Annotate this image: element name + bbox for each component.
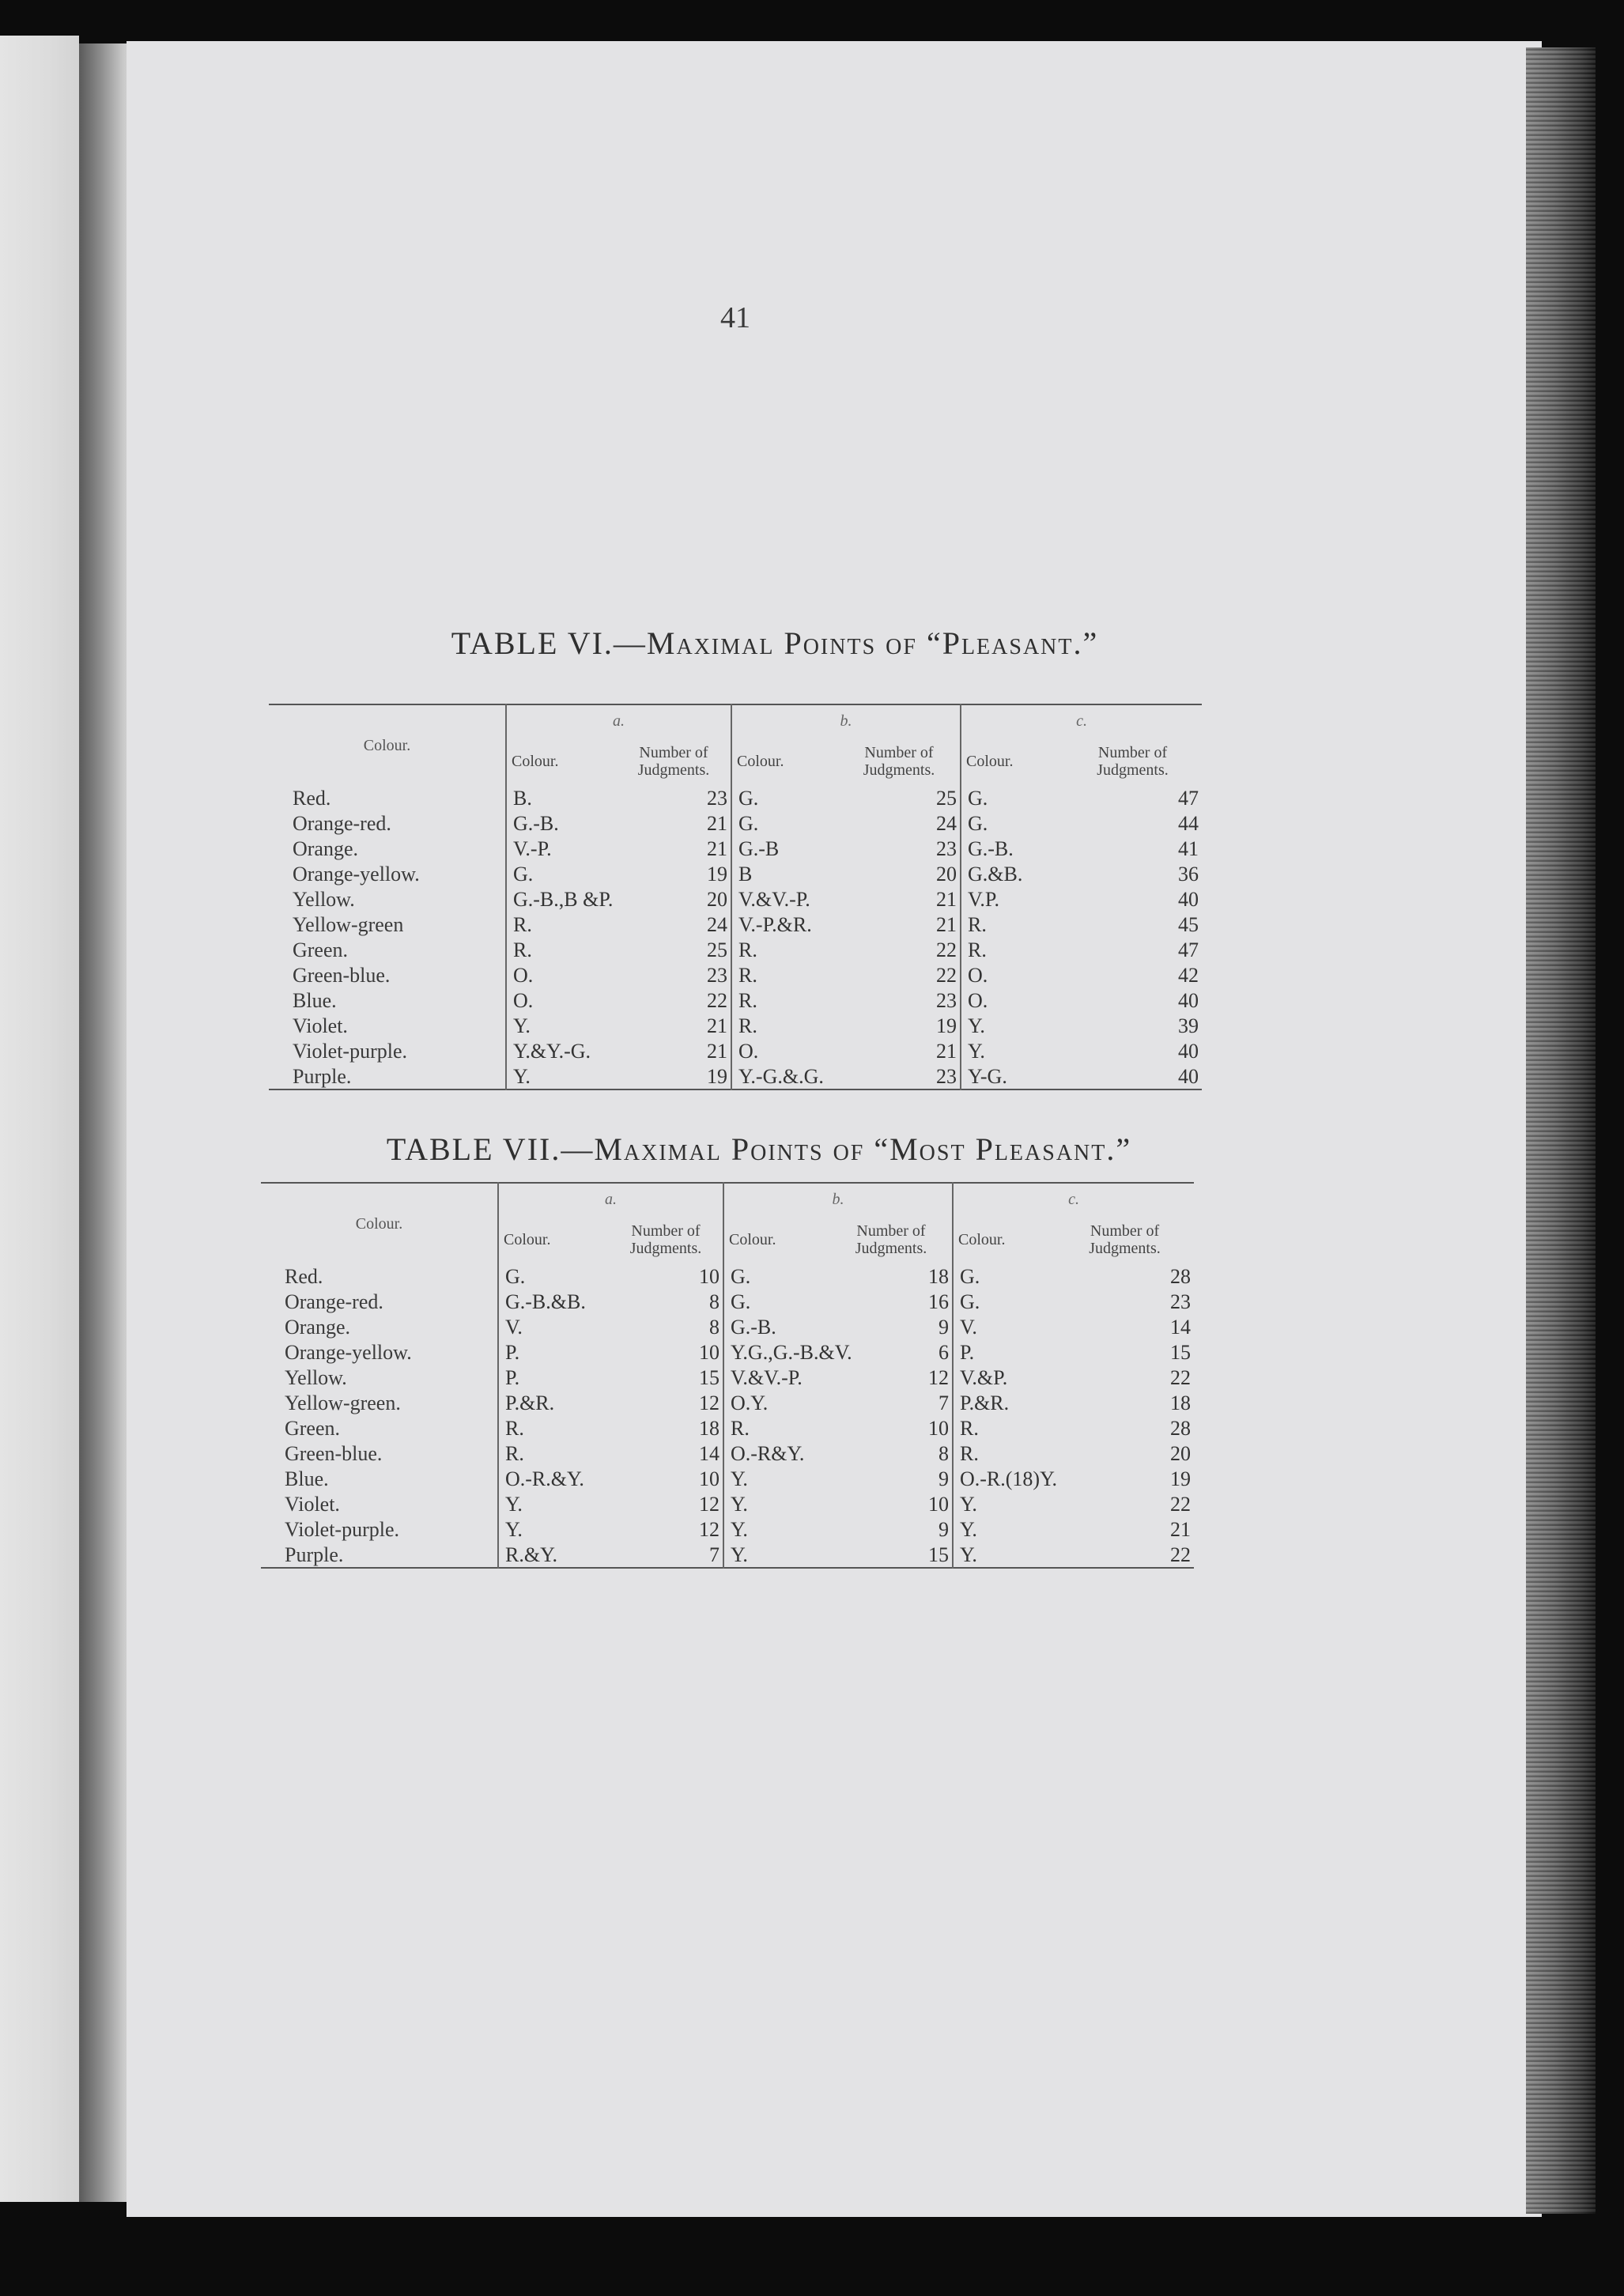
cell-c-number: 15 [1170, 1341, 1192, 1364]
row-colour: Orange-yellow. [293, 863, 420, 886]
number-of-label: Number of [1097, 744, 1168, 761]
cell-c-colour: G. [961, 786, 1063, 811]
row-colour: Orange. [293, 837, 359, 860]
table-row [269, 1014, 1202, 1039]
cell-c-colour: P.&R. [953, 1391, 1056, 1416]
table6-header-colour: Colour. [363, 736, 411, 754]
cell-b-colour: O. [731, 1039, 838, 1064]
cell-a-colour: P. [498, 1340, 609, 1365]
table7-sub-colour-c: Colour. [953, 1215, 1056, 1264]
cell-b-number: 23 [936, 1064, 957, 1088]
cell-a-number: 10 [699, 1467, 719, 1490]
cell-c-number: 41 [1178, 837, 1199, 860]
cell-c-number: 45 [1178, 913, 1199, 936]
table6-group-c: c. [961, 704, 1202, 737]
judgments-label: Judgments. [1097, 761, 1169, 779]
cell-b-number: 8 [939, 1442, 949, 1465]
table6-sub-colour-a: Colour. [506, 737, 617, 786]
judgments-label: Judgments. [637, 761, 710, 779]
cell-a-colour: R. [498, 1441, 609, 1467]
table-row [269, 1064, 1202, 1089]
cell-a-number: 25 [707, 938, 727, 961]
table-row [261, 1264, 1194, 1290]
cell-c-number: 47 [1178, 938, 1199, 961]
cell-c-colour: G.&B. [961, 862, 1063, 887]
number-of-label: Number of [631, 1222, 701, 1240]
table-row [269, 912, 1202, 938]
cell-a-number: 14 [699, 1442, 719, 1465]
row-colour: Orange-yellow. [285, 1341, 412, 1364]
table7-group-b: b. [723, 1183, 953, 1215]
table7-sub-number-c [1056, 1215, 1194, 1264]
cell-b-number: 9 [939, 1467, 949, 1490]
row-colour: Yellow. [285, 1366, 347, 1389]
cell-c-number: 47 [1178, 787, 1199, 810]
table7-sub-number-b [830, 1215, 953, 1264]
cell-a-colour: Y.&Y.-G. [506, 1039, 617, 1064]
table6-sub-number-b [838, 737, 961, 786]
cell-b-number: 19 [936, 1014, 957, 1037]
cell-b-number: 21 [936, 1040, 957, 1063]
cell-c-colour: Y-G. [961, 1064, 1063, 1089]
cell-a-number: 20 [707, 888, 727, 911]
cell-b-colour: G.-B [731, 836, 838, 862]
table-row [261, 1441, 1194, 1467]
table7-sub-colour-b: Colour. [723, 1215, 830, 1264]
cell-a-colour: P.&R. [498, 1391, 609, 1416]
cell-a-colour: V.-P. [506, 836, 617, 862]
row-colour: Violet. [285, 1493, 340, 1516]
table7-body [261, 1264, 1194, 1568]
row-colour: Blue. [293, 989, 337, 1012]
cell-a-number: 23 [707, 964, 727, 987]
table6-sub-colour-b: Colour. [731, 737, 838, 786]
cell-b-colour: O.Y. [723, 1391, 830, 1416]
number-of-label: Number of [639, 744, 708, 761]
cell-c-number: 19 [1170, 1467, 1192, 1490]
cell-a-number: 19 [707, 1064, 727, 1088]
cell-a-colour: Y. [498, 1492, 609, 1517]
table6 [269, 704, 1202, 1090]
table6-title [221, 625, 1328, 662]
cell-c-number: 22 [1170, 1543, 1192, 1566]
cell-c-number: 20 [1170, 1442, 1192, 1465]
cell-b-number: 23 [936, 989, 957, 1012]
table6-sub-number-a [617, 737, 731, 786]
table6-group-a: a. [506, 704, 731, 737]
table-row [261, 1467, 1194, 1492]
cell-b-colour: V.-P.&R. [731, 912, 838, 938]
cell-b-number: 15 [928, 1543, 949, 1566]
table-row [269, 862, 1202, 887]
row-colour: Violet-purple. [293, 1040, 408, 1063]
table7-title-caps: Maximal Points of “Most Pleasant.” [594, 1131, 1132, 1167]
cell-a-number: 12 [699, 1392, 719, 1414]
cell-b-colour: G. [731, 811, 838, 836]
number-of-label: Number of [864, 744, 934, 761]
row-colour: Violet. [293, 1014, 348, 1037]
table-row [269, 887, 1202, 912]
table7-sub-colour-a: Colour. [498, 1215, 609, 1264]
cell-a-number: 7 [709, 1543, 719, 1566]
row-colour: Orange-red. [285, 1290, 383, 1313]
cell-b-colour: R. [731, 938, 838, 963]
cell-a-number: 22 [707, 989, 727, 1012]
cell-c-colour: R. [961, 938, 1063, 963]
cell-a-colour: P. [498, 1365, 609, 1391]
cell-b-number: 6 [939, 1341, 949, 1364]
row-colour: Green-blue. [293, 964, 391, 987]
row-colour: Purple. [293, 1064, 352, 1088]
cell-b-colour: G. [723, 1264, 830, 1290]
cell-a-colour: G.-B.,B &P. [506, 887, 617, 912]
cell-c-colour: V.P. [961, 887, 1063, 912]
cell-a-colour: O. [506, 988, 617, 1014]
row-colour: Orange-red. [293, 812, 391, 835]
table6-title-prefix: TABLE VI.— [451, 625, 647, 661]
cell-c-number: 28 [1170, 1265, 1192, 1288]
cell-c-colour: Y. [953, 1492, 1056, 1517]
cell-c-number: 22 [1170, 1493, 1192, 1516]
table7-title [206, 1131, 1312, 1168]
cell-a-number: 10 [699, 1341, 719, 1364]
cell-c-number: 21 [1170, 1518, 1192, 1541]
cell-b-number: 25 [936, 787, 957, 810]
table-row [261, 1290, 1194, 1315]
cell-b-colour: V.&V.-P. [731, 887, 838, 912]
cell-a-number: 24 [707, 913, 727, 936]
cell-a-colour: B. [506, 786, 617, 811]
cell-c-colour: G. [953, 1290, 1056, 1315]
cell-c-number: 40 [1178, 888, 1199, 911]
table-row [261, 1391, 1194, 1416]
cell-a-colour: R.&Y. [498, 1543, 609, 1568]
table6-group-b: b. [731, 704, 961, 737]
cell-a-colour: R. [506, 938, 617, 963]
cell-a-colour: G.-B. [506, 811, 617, 836]
cell-a-colour: G. [498, 1264, 609, 1290]
row-colour: Yellow. [293, 888, 355, 911]
table-row [269, 836, 1202, 862]
cell-c-number: 40 [1178, 1064, 1199, 1088]
cell-c-number: 44 [1178, 812, 1199, 835]
table-row [261, 1517, 1194, 1543]
table-row [261, 1543, 1194, 1568]
table7-header-colour: Colour. [355, 1214, 403, 1233]
table6-sub-number-c [1063, 737, 1202, 786]
table7 [261, 1182, 1194, 1569]
cell-a-colour: O. [506, 963, 617, 988]
cell-b-colour: R. [731, 1014, 838, 1039]
cell-b-number: 18 [928, 1265, 949, 1288]
cell-c-colour: R. [953, 1441, 1056, 1467]
table-row [261, 1365, 1194, 1391]
left-page-edge [0, 36, 79, 2202]
row-colour: Green. [285, 1417, 341, 1440]
cell-b-colour: Y. [723, 1492, 830, 1517]
table-row [261, 1315, 1194, 1340]
judgments-label: Judgments. [855, 1240, 927, 1257]
cell-a-colour: Y. [506, 1014, 617, 1039]
cell-c-colour: G. [953, 1264, 1056, 1290]
table7-title-prefix: TABLE VII.— [386, 1131, 595, 1167]
cell-b-colour: R. [723, 1416, 830, 1441]
cell-a-number: 19 [707, 863, 727, 886]
cell-c-number: 14 [1170, 1316, 1192, 1339]
cell-b-colour: V.&V.-P. [723, 1365, 830, 1391]
table-row [261, 1340, 1194, 1365]
cell-c-number: 39 [1178, 1014, 1199, 1037]
table6-sub-colour-c: Colour. [961, 737, 1063, 786]
cell-c-colour: Y. [961, 1039, 1063, 1064]
table7-sub-number-a [609, 1215, 723, 1264]
cell-b-number: 22 [936, 964, 957, 987]
cell-c-colour: Y. [961, 1014, 1063, 1039]
cell-b-colour: B [731, 862, 838, 887]
cell-a-number: 12 [699, 1518, 719, 1541]
cell-b-number: 21 [936, 913, 957, 936]
judgments-label: Judgments. [629, 1240, 702, 1257]
cell-a-colour: G.-B.&B. [498, 1290, 609, 1315]
page [127, 41, 1542, 2217]
cell-a-colour: O.-R.&Y. [498, 1467, 609, 1492]
row-colour: Green. [293, 938, 349, 961]
cell-b-number: 9 [939, 1316, 949, 1339]
table-row [261, 1492, 1194, 1517]
table-row [269, 811, 1202, 836]
number-of-label: Number of [1090, 1222, 1160, 1240]
cell-b-colour: Y. [723, 1467, 830, 1492]
cell-a-colour: Y. [506, 1064, 617, 1089]
page-stack-edge [1526, 47, 1596, 2214]
cell-c-colour: O. [961, 963, 1063, 988]
cell-c-number: 22 [1170, 1366, 1192, 1389]
cell-c-number: 23 [1170, 1290, 1192, 1313]
cell-b-number: 10 [928, 1417, 949, 1440]
cell-c-colour: V. [953, 1315, 1056, 1340]
row-colour: Yellow-green [293, 913, 404, 936]
table6-body [269, 786, 1202, 1089]
cell-b-number: 22 [936, 938, 957, 961]
table6-title-caps: Maximal Points of “Pleasant.” [646, 625, 1099, 661]
cell-c-number: 42 [1178, 964, 1199, 987]
cell-c-colour: O.-R.(18)Y. [953, 1467, 1056, 1492]
cell-b-colour: O.-R&Y. [723, 1441, 830, 1467]
cell-b-number: 10 [928, 1493, 949, 1516]
cell-b-colour: G. [731, 786, 838, 811]
table-row [269, 1039, 1202, 1064]
cell-a-number: 10 [699, 1265, 719, 1288]
cell-b-number: 12 [928, 1366, 949, 1389]
cell-b-colour: G.-B. [723, 1315, 830, 1340]
cell-a-colour: V. [498, 1315, 609, 1340]
cell-b-colour: Y.G.,G.-B.&V. [723, 1340, 830, 1365]
cell-c-colour: G. [961, 811, 1063, 836]
cell-a-colour: Y. [498, 1517, 609, 1543]
cell-a-number: 15 [699, 1366, 719, 1389]
cell-c-colour: R. [953, 1416, 1056, 1441]
table-row [269, 938, 1202, 963]
table-row [269, 988, 1202, 1014]
judgments-label: Judgments. [863, 761, 935, 779]
cell-c-colour: O. [961, 988, 1063, 1014]
cell-a-number: 21 [707, 1014, 727, 1037]
cell-c-colour: Y. [953, 1517, 1056, 1543]
row-colour: Purple. [285, 1543, 344, 1566]
cell-a-number: 8 [709, 1290, 719, 1313]
cell-a-colour: R. [506, 912, 617, 938]
cell-a-number: 8 [709, 1316, 719, 1339]
page-number: 41 [720, 301, 750, 334]
cell-a-number: 21 [707, 837, 727, 860]
cell-a-number: 12 [699, 1493, 719, 1516]
cell-b-colour: Y.-G.&.G. [731, 1064, 838, 1089]
number-of-label: Number of [856, 1222, 926, 1240]
cell-b-colour: Y. [723, 1543, 830, 1568]
row-colour: Violet-purple. [285, 1518, 400, 1541]
cell-a-number: 21 [707, 812, 727, 835]
cell-c-number: 18 [1170, 1392, 1192, 1414]
cell-a-colour: R. [498, 1416, 609, 1441]
cell-b-number: 16 [928, 1290, 949, 1313]
cell-c-number: 40 [1178, 1040, 1199, 1063]
row-colour: Red. [285, 1265, 323, 1288]
table-row [261, 1416, 1194, 1441]
cell-c-colour: Y. [953, 1543, 1056, 1568]
cell-c-number: 28 [1170, 1417, 1192, 1440]
cell-a-number: 23 [707, 787, 727, 810]
cell-a-colour: G. [506, 862, 617, 887]
cell-c-colour: V.&P. [953, 1365, 1056, 1391]
table7-group-c: c. [953, 1183, 1194, 1215]
cell-c-colour: G.-B. [961, 836, 1063, 862]
cell-c-number: 40 [1178, 989, 1199, 1012]
table7-group-a: a. [498, 1183, 723, 1215]
cell-b-number: 20 [936, 863, 957, 886]
cell-c-number: 36 [1178, 863, 1199, 886]
table-row [269, 963, 1202, 988]
cell-c-colour: P. [953, 1340, 1056, 1365]
cell-b-colour: R. [731, 988, 838, 1014]
row-colour: Green-blue. [285, 1442, 383, 1465]
cell-a-number: 18 [699, 1417, 719, 1440]
row-colour: Blue. [285, 1467, 329, 1490]
cell-b-number: 7 [939, 1392, 949, 1414]
cell-a-number: 21 [707, 1040, 727, 1063]
cell-b-number: 23 [936, 837, 957, 860]
cell-b-colour: G. [723, 1290, 830, 1315]
cell-b-colour: R. [731, 963, 838, 988]
cell-b-colour: Y. [723, 1517, 830, 1543]
row-colour: Red. [293, 787, 331, 810]
row-colour: Yellow-green. [285, 1392, 401, 1414]
cell-b-number: 24 [936, 812, 957, 835]
row-colour: Orange. [285, 1316, 351, 1339]
cell-c-colour: R. [961, 912, 1063, 938]
judgments-label: Judgments. [1089, 1240, 1161, 1257]
cell-b-number: 21 [936, 888, 957, 911]
table-row [269, 786, 1202, 811]
cell-b-number: 9 [939, 1518, 949, 1541]
